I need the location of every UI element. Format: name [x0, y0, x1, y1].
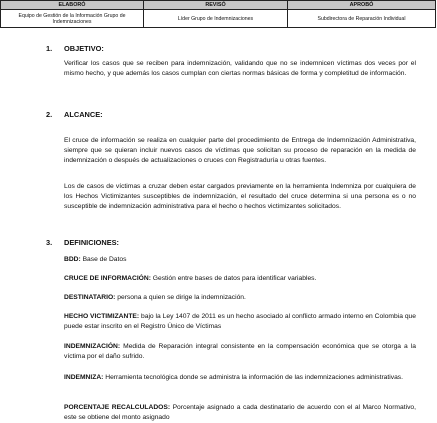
alcance-paragraph-2: Los de casos de víctimas a cruzar deben estar cargados previamente en la herramienta Indemniza por cualquiera de los Hechos Victimizantes susceptibles de indemnización, el resultado del cruce determina si una persona es o no susceptible de indemnización administrativa para el hecho o hechos victimizantes solicitados. — [64, 183, 416, 210]
section-number: 1. — [46, 44, 53, 53]
definition-item — [64, 274, 416, 284]
alcance-paragraph-1: El cruce de información se realiza en cualquier parte del procedimiento de Entrega de Indemnización Administrativa, siempre que se quieran incluir nuevos casos de víctimas que solicitan su proceso de reparación en la medida de indemnización o después de actualizaciones o cruces con Registraduría u otras fuentes. — [64, 137, 416, 164]
value-reviso: Líder Grupo de Indemnizaciones — [144, 10, 288, 28]
approval-table — [0, 0, 436, 28]
header-elaboro: ELABORÓ — [1, 1, 144, 10]
definition-text: Gestión entre bases de datos para identificar variables. — [152, 275, 317, 282]
definition-term: HECHO VICTIMIZANTE: — [64, 313, 140, 320]
definition-item — [64, 373, 416, 383]
header-aprobo: APROBÓ — [288, 1, 436, 10]
definition-term: INDEMNIZA: — [64, 374, 104, 381]
definition-text: bajo la Ley 1407 de 2011 es un hecho asociado al conflicto armado interno en Colombia que puede estar inscrito en el Registro Único de Víctimas — [64, 313, 416, 330]
definition-text: Medida de Reparación integral consistente en la compensación económica que se otorga a la víctima por el daño sufrido. — [64, 343, 416, 360]
definition-item — [64, 342, 416, 362]
definition-item — [64, 312, 416, 332]
definition-item — [64, 293, 416, 303]
section-title-text: ALCANCE: — [64, 110, 103, 119]
definition-text: Base de Datos — [82, 256, 127, 263]
definition-text: persona a quien se dirige la indemnización. — [117, 294, 246, 301]
definition-text: Porcentaje asignado a cada destinatario de acuerdo con el al Marco Normativo, este se obtiene del monto asignado — [64, 404, 416, 421]
section-number: 3. — [46, 238, 53, 247]
section-objetivo-title — [46, 44, 104, 53]
section-title-text: DEFINICIONES: — [64, 238, 120, 247]
approval-value-row — [1, 10, 436, 28]
approval-header-row — [1, 1, 436, 10]
value-elaboro: Equipo de Gestión de la Información Grupo de Indemnizaciones — [1, 10, 144, 28]
definition-term: PORCENTAJE RECALCULADOS: — [64, 404, 171, 411]
header-reviso: REVISÓ — [144, 1, 288, 10]
section-title-text: OBJETIVO: — [64, 44, 104, 53]
objetivo-paragraph: Verificar los casos que se reciben para indemnización, validando que no se indemnicen víctimas dos veces por el mismo hecho, y que además los casos cumplan con ciertas normas básicas de forma y completitud de información. — [64, 60, 416, 77]
definition-item — [64, 403, 416, 423]
section-alcance-title — [46, 110, 103, 119]
definition-term: CRUCE DE INFORMACIÓN: — [64, 275, 151, 282]
definition-text: Herramienta tecnológica donde se administra la información de las indemnizaciones administrativas. — [105, 374, 403, 381]
value-aprobo: Subdirectora de Reparación Individual — [288, 10, 436, 28]
definition-item — [64, 255, 416, 265]
section-definiciones-title — [46, 238, 119, 247]
definition-term: INDEMNIZACIÓN: — [64, 343, 121, 350]
section-number: 2. — [46, 110, 53, 119]
definition-term: DESTINATARIO: — [64, 294, 116, 301]
definition-term: BDD: — [64, 256, 81, 263]
